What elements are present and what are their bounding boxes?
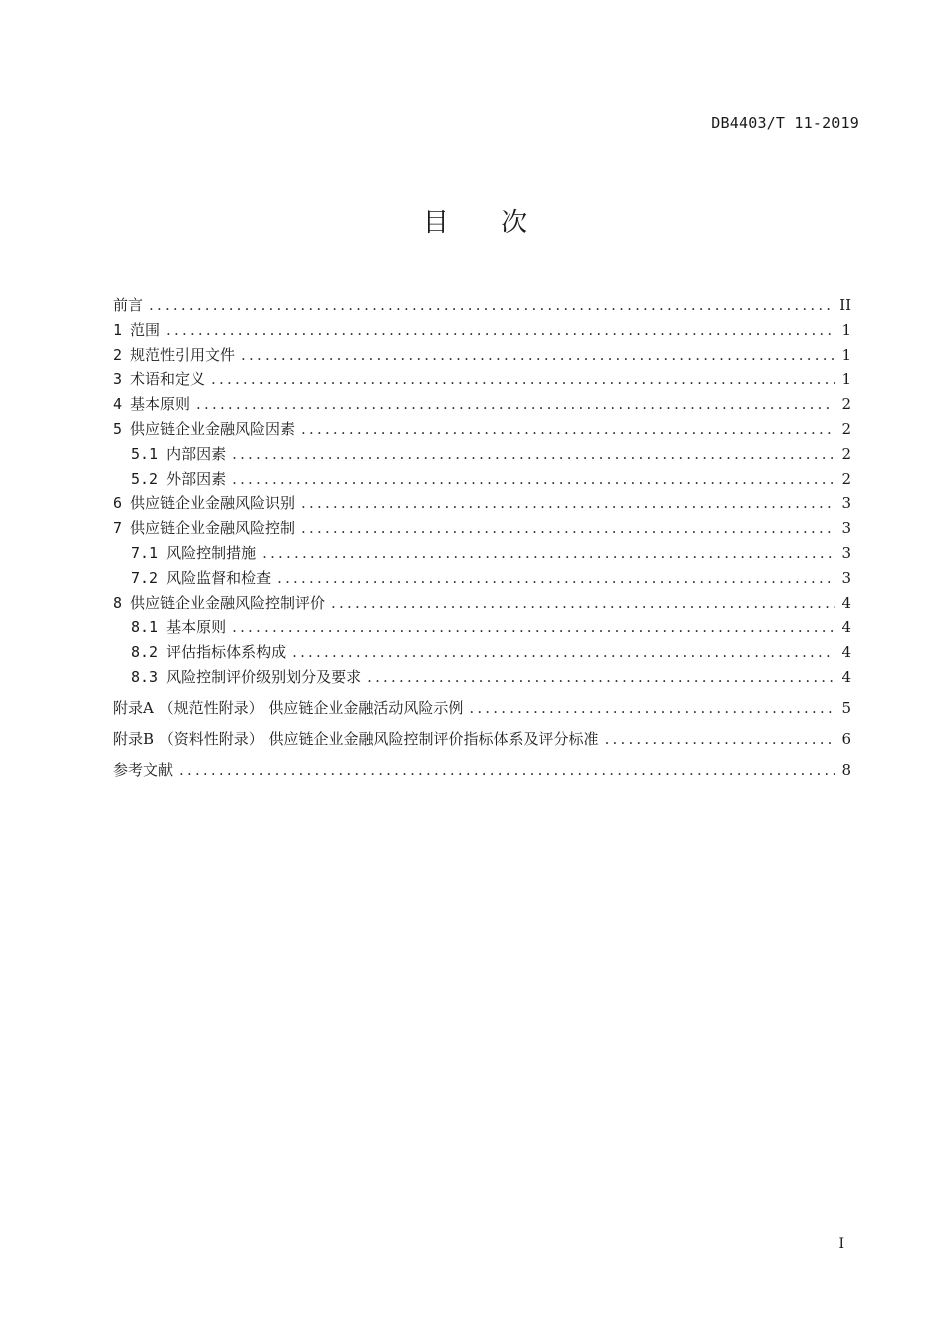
toc-leader-dots xyxy=(301,494,835,512)
toc-entry[interactable] xyxy=(113,666,851,691)
toc-entry[interactable] xyxy=(113,492,851,517)
toc-entry[interactable] xyxy=(113,616,851,641)
toc-entry-number: 7.1 xyxy=(131,543,159,562)
toc-leader-dots xyxy=(469,699,835,717)
toc-entry-number: 8 xyxy=(113,593,123,612)
toc-entry-number: 7.2 xyxy=(131,568,159,587)
toc-leader-dots xyxy=(277,569,835,587)
toc-entry[interactable] xyxy=(113,368,851,393)
toc-entry-page: 2 xyxy=(841,419,851,438)
toc-entry-number: 5.2 xyxy=(131,469,159,488)
toc-entry-title: 供应链企业金融风险控制评价 xyxy=(130,593,326,612)
toc-entry-number: 8.3 xyxy=(131,667,159,686)
toc-entry[interactable] xyxy=(113,567,851,592)
toc-leader-dots xyxy=(301,420,835,438)
toc-entry-title: 前言 xyxy=(113,296,144,314)
toc-entry[interactable] xyxy=(113,728,851,759)
toc-leader-dots xyxy=(232,445,835,463)
toc-entry[interactable] xyxy=(113,641,851,666)
toc-entry-page: II xyxy=(839,296,851,314)
toc-entry[interactable] xyxy=(113,443,851,468)
toc-leader-dots xyxy=(149,296,833,314)
toc-entry-page: 3 xyxy=(841,568,851,587)
toc-leader-dots xyxy=(367,668,835,686)
toc-entry-page: 4 xyxy=(841,667,851,686)
toc-entry-page: 1 xyxy=(841,345,851,364)
toc-entry[interactable] xyxy=(113,468,851,493)
toc-leader-dots xyxy=(196,395,835,413)
toc-entry-title: 供应链企业金融风险识别 xyxy=(130,494,296,513)
toc-entry[interactable] xyxy=(113,294,851,319)
toc-entry[interactable] xyxy=(113,344,851,369)
toc-entry-title: 范围 xyxy=(130,320,161,339)
toc-entry-page: 1 xyxy=(841,370,851,389)
toc-entry-number: 1 xyxy=(113,320,123,339)
page-title: 目 次 xyxy=(422,208,550,238)
toc-entry-title: 基本原则 xyxy=(166,618,227,637)
toc-entry-number: 5 xyxy=(113,419,123,438)
toc-entry[interactable] xyxy=(113,592,851,617)
toc-entry-page: 2 xyxy=(841,469,851,488)
toc-entry-page: 2 xyxy=(841,444,851,463)
toc-entry[interactable] xyxy=(113,319,851,344)
toc-entry-number: 8.2 xyxy=(131,643,159,662)
toc-leader-dots xyxy=(331,594,835,612)
toc-entry-title: 内部因素 xyxy=(166,444,227,463)
toc-leader-dots xyxy=(292,643,835,661)
toc-entry-number: 8.1 xyxy=(131,618,159,637)
toc-entry-page: 4 xyxy=(841,643,851,662)
toc-entry[interactable] xyxy=(113,393,851,418)
toc-entry-number: 3 xyxy=(113,370,123,389)
toc-entry-number: 7 xyxy=(113,519,123,538)
toc-entry-title: 附录B （资料性附录） 供应链企业金融风险控制评价指标体系及评分标准 xyxy=(113,729,599,748)
toc-leader-dots xyxy=(605,730,835,748)
toc-entry[interactable] xyxy=(113,517,851,542)
toc-entry-title: 风险控制评价级别划分及要求 xyxy=(166,667,362,686)
toc-leader-dots xyxy=(301,519,835,537)
toc-entry-title: 附录A （规范性附录） 供应链企业金融活动风险示例 xyxy=(113,698,464,717)
page-number: I xyxy=(838,1236,844,1252)
toc-entry-title: 评估指标体系构成 xyxy=(166,643,287,662)
toc-entry-page: 3 xyxy=(841,494,851,513)
toc-entry-number: 5.1 xyxy=(131,444,159,463)
toc-entry-number: 6 xyxy=(113,494,123,513)
toc-entry-page: 8 xyxy=(841,760,851,779)
toc-entry-title: 参考文献 xyxy=(113,760,174,779)
toc-entry-title: 风险监督和检查 xyxy=(166,568,272,587)
table-of-contents xyxy=(113,294,851,790)
toc-leader-dots xyxy=(211,370,835,388)
toc-leader-dots xyxy=(241,346,835,364)
toc-entry-page: 5 xyxy=(841,698,851,717)
toc-entry-page: 3 xyxy=(841,543,851,562)
toc-entry[interactable] xyxy=(113,418,851,443)
toc-entry-page: 2 xyxy=(841,395,851,414)
toc-entry[interactable] xyxy=(113,691,851,728)
toc-entry-title: 供应链企业金融风险控制 xyxy=(130,519,296,538)
toc-entry-number: 2 xyxy=(113,345,123,364)
toc-entry[interactable] xyxy=(113,542,851,567)
document-code: DB4403/T 11-2019 xyxy=(711,114,859,132)
toc-entry-page: 4 xyxy=(841,618,851,637)
toc-leader-dots xyxy=(179,761,835,779)
toc-entry-page: 6 xyxy=(841,729,851,748)
toc-entry-title: 风险控制措施 xyxy=(166,543,257,562)
toc-entry-title: 规范性引用文件 xyxy=(130,345,236,364)
toc-leader-dots xyxy=(232,618,835,636)
toc-entry[interactable] xyxy=(113,759,851,790)
toc-entry-page: 4 xyxy=(841,593,851,612)
toc-entry-title: 术语和定义 xyxy=(130,370,206,389)
toc-entry-page: 1 xyxy=(841,320,851,339)
toc-leader-dots xyxy=(232,470,835,488)
toc-leader-dots xyxy=(166,321,835,339)
toc-entry-page: 3 xyxy=(841,519,851,538)
toc-entry-number: 4 xyxy=(113,395,123,414)
toc-leader-dots xyxy=(262,544,835,562)
toc-entry-title: 供应链企业金融风险因素 xyxy=(130,419,296,438)
toc-entry-title: 基本原则 xyxy=(130,395,191,414)
toc-entry-title: 外部因素 xyxy=(166,469,227,488)
